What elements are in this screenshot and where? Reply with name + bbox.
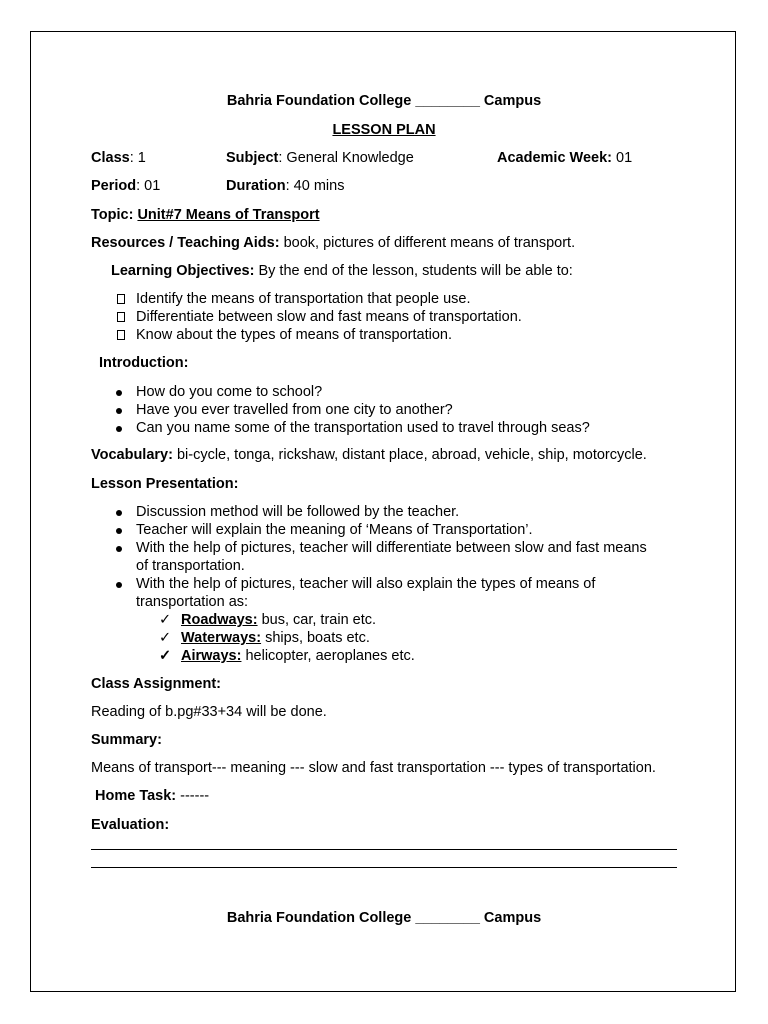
topic-value: Unit#7 Means of Transport [137, 207, 320, 223]
roadways-label: Roadways: [181, 612, 258, 628]
assignment-heading [91, 675, 221, 693]
objective-text: Differentiate between slow and fast means of transportation. [136, 309, 522, 325]
waterways-label: Waterways: [181, 630, 262, 646]
subject-value: : General Knowledge [278, 150, 414, 166]
summary-heading [91, 731, 162, 749]
home-task-field [95, 787, 209, 805]
college-header [91, 92, 677, 110]
vocabulary-field [91, 446, 647, 464]
class-label: Class [91, 150, 130, 166]
objective-text: Know about the types of means of transportation. [136, 327, 452, 343]
bullet-dot-icon [109, 539, 129, 557]
campus-label: Campus [483, 93, 542, 109]
duration-value: : 40 mins [285, 178, 345, 194]
presentation-heading [91, 475, 238, 493]
objectives-intro: By the end of the lesson, students will be able to: [254, 263, 573, 279]
assignment-label: Class Assignment: [91, 676, 221, 692]
checkbox-square-icon [111, 326, 131, 345]
bullet-dot-icon [109, 419, 129, 437]
bullet-dot-icon [109, 401, 129, 419]
introduction-text: Can you name some of the transportation used to travel through seas? [136, 420, 590, 436]
presentation-text: Discussion method will be followed by the teacher. [136, 504, 460, 520]
resources-label: Resources / Teaching Aids: [91, 235, 280, 251]
checkbox-square-icon [111, 308, 131, 327]
footer-campus-label: Campus [483, 910, 542, 926]
duration-field [226, 177, 344, 195]
airways-label: Airways: [181, 648, 242, 664]
introduction-label: Introduction: [99, 355, 189, 371]
week-value: 01 [611, 150, 633, 166]
period-label: Period [91, 178, 137, 194]
resources-field [91, 234, 575, 252]
introduction-text: How do you come to school? [136, 384, 323, 400]
class-value: : 1 [129, 150, 146, 166]
footer-college-name: Bahria Foundation College ________ [226, 910, 484, 926]
presentation-text: With the help of pictures, teacher will differentiate between slow and fast means [136, 540, 647, 556]
roadways-item [159, 611, 377, 629]
resources-value: book, pictures of different means of transport. [279, 235, 576, 251]
duration-label: Duration [226, 178, 286, 194]
college-name: Bahria Foundation College ________ [226, 93, 484, 109]
evaluation-answer-line [91, 867, 677, 868]
week-label: Academic Week: [497, 150, 612, 166]
checkbox-square-icon [111, 290, 131, 309]
home-task-value: ------ [176, 788, 210, 804]
waterways-line [181, 629, 370, 647]
topic-field [91, 206, 320, 224]
introduction-heading [99, 354, 188, 372]
vocabulary-value: bi-cycle, tonga, rickshaw, distant place, abroad, vehicle, ship, motorcycle. [172, 447, 647, 463]
airways-item [159, 647, 415, 665]
subject-label: Subject [226, 150, 279, 166]
airways-value: helicopter, aeroplanes etc. [241, 648, 415, 664]
academic-week-field [497, 149, 632, 167]
bullet-dot-icon [109, 521, 129, 539]
period-value: : 01 [136, 178, 161, 194]
check-mark-icon: ✓ [159, 612, 172, 628]
subject-field [226, 149, 414, 167]
airways-line [181, 647, 415, 665]
check-mark-icon: ✓ [159, 648, 172, 664]
objectives-label: Learning Objectives: [111, 263, 255, 279]
waterways-value: ships, boats etc. [261, 630, 370, 646]
presentation-text: Teacher will explain the meaning of ‘Means of Transportation’. [136, 522, 533, 538]
evaluation-heading [91, 816, 169, 834]
class-field [91, 149, 146, 167]
summary-text: Means of transport--- meaning --- slow and fast transportation --- types of transportation. [91, 760, 656, 776]
evaluation-answer-line [91, 849, 677, 850]
lesson-plan-title: LESSON PLAN [332, 122, 436, 138]
presentation-text-continued: transportation as: [136, 594, 249, 610]
period-field [91, 177, 160, 195]
presentation-text: With the help of pictures, teacher will also explain the types of means of [136, 576, 596, 592]
bullet-dot-icon [109, 383, 129, 401]
topic-label: Topic: [91, 207, 138, 223]
waterways-item [159, 629, 370, 647]
college-footer [91, 909, 677, 927]
check-mark-icon: ✓ [159, 630, 172, 646]
bullet-dot-icon [109, 575, 129, 593]
summary-label: Summary: [91, 732, 162, 748]
bullet-dot-icon [109, 503, 129, 521]
assignment-text: Reading of b.pg#33+34 will be done. [91, 704, 327, 720]
home-task-label: Home Task: [95, 788, 177, 804]
roadways-line [181, 611, 376, 629]
presentation-text-continued: of transportation. [136, 558, 245, 574]
presentation-label: Lesson Presentation: [91, 476, 239, 492]
evaluation-label: Evaluation: [91, 817, 170, 833]
roadways-value: bus, car, train etc. [257, 612, 377, 628]
objectives-heading [111, 262, 573, 280]
objective-text: Identify the means of transportation that people use. [136, 291, 471, 307]
document-title [91, 121, 677, 139]
vocabulary-label: Vocabulary: [91, 447, 173, 463]
introduction-text: Have you ever travelled from one city to another? [136, 402, 453, 418]
